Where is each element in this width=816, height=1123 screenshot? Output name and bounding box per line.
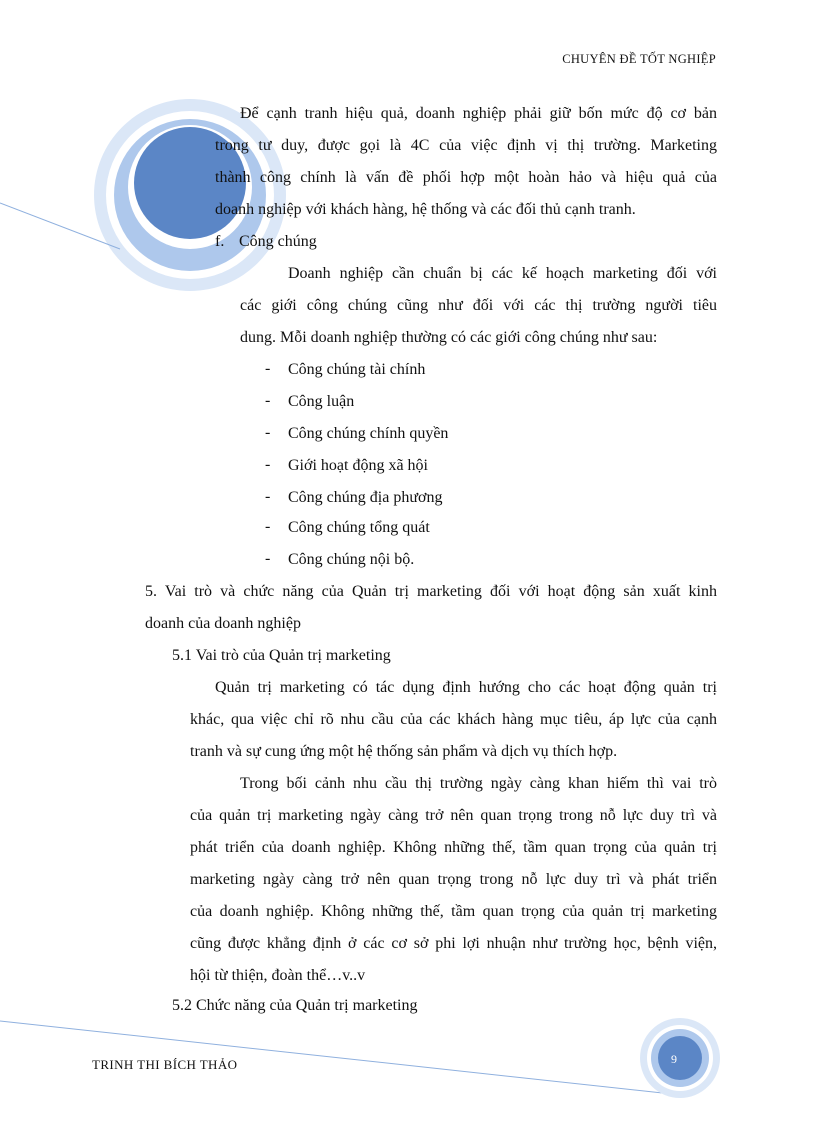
paragraph-line: khác, qua việc chỉ rõ nhu cầu của các khách hàng mục tiêu, áp lực của cạnh [190, 711, 717, 728]
list-item: Công chúng chính quyền [288, 425, 449, 442]
paragraph-line: phát triển của doanh nghiệp. Không những thế, tầm quan trọng của quản trị [190, 839, 717, 856]
page-number: 9 [671, 1052, 677, 1066]
paragraph-line: Trong bối cảnh nhu cầu thị trường ngày càng khan hiếm thì vai trò [240, 775, 717, 792]
paragraph-line: tranh và sự cung ứng một hệ thống sản phẩm và dịch vụ thích hợp. [190, 743, 618, 760]
paragraph-line: thành công chính là vấn đề phối hợp một hoàn hảo và hiệu quả của [215, 169, 717, 186]
list-item: Công luận [288, 393, 355, 410]
paragraph-line: Doanh nghiệp cần chuẩn bị các kế hoạch marketing đối với [288, 265, 717, 282]
list-dash: - [265, 518, 271, 535]
list-dash: - [265, 456, 271, 473]
list-item: Công chúng địa phương [288, 489, 443, 506]
list-dash: - [265, 550, 271, 567]
section-f-marker: f. [215, 233, 225, 250]
list-item: Giới hoạt động xã hội [288, 457, 428, 474]
list-dash: - [265, 360, 271, 377]
paragraph-line: hội từ thiện, đoàn thể…v..v [190, 967, 366, 984]
paragraph-line: cũng được khẳng định ở các cơ sở phi lợi nhuận như trường học, bệnh viện, [190, 935, 717, 952]
paragraph-line: Quản trị marketing có tác dụng định hướng cho các hoạt động quản trị [215, 679, 717, 696]
paragraph-line: marketing ngày càng trở nên quan trọng trong nỗ lực duy trì và phát triển [190, 871, 717, 888]
paragraph-line: dung. Mỗi doanh nghiệp thường có các giới công chúng như sau: [240, 329, 658, 346]
footer-circle-ornament [640, 1018, 720, 1098]
footer-author: TRINH THI BÍCH THẢO [92, 1057, 238, 1072]
paragraph-line: doanh nghiệp với khách hàng, hệ thống và các đối thủ cạnh tranh. [215, 201, 636, 218]
list-dash: - [265, 488, 271, 505]
section-5-1-heading: 5.1 Vai trò của Quản trị marketing [172, 647, 391, 664]
paragraph-line: của quản trị marketing ngày càng trở nên quan trọng trong nỗ lực duy trì và [190, 807, 717, 824]
list-dash: - [265, 392, 271, 409]
list-dash: - [265, 424, 271, 441]
section-5-2-heading: 5.2 Chức năng của Quản trị marketing [172, 997, 418, 1014]
paragraph-line: Để cạnh tranh hiệu quả, doanh nghiệp phải giữ bốn mức độ cơ bản [240, 105, 717, 122]
paragraph-line: các giới công chúng cũng như đối với các thị trường người tiêu [240, 297, 717, 314]
section-5-heading: doanh của doanh nghiệp [145, 615, 301, 632]
section-f-title: Công chúng [239, 233, 317, 250]
list-item: Công chúng tổng quát [288, 519, 430, 536]
section-5-heading: 5. Vai trò và chức năng của Quản trị marketing đối với hoạt động sản xuất kinh [145, 583, 717, 600]
paragraph-line: của doanh nghiệp. Không những thế, tầm quan trọng của quản trị marketing [190, 903, 717, 920]
paragraph-line: trong tư duy, được gọi là 4C của việc định vị thị trường. Marketing [215, 137, 717, 154]
list-item: Công chúng tài chính [288, 361, 426, 378]
header-title: CHUYÊN ĐỀ TỐT NGHIỆP [562, 52, 716, 66]
list-item: Công chúng nội bộ. [288, 551, 415, 568]
header-circle-ornament [94, 99, 286, 291]
